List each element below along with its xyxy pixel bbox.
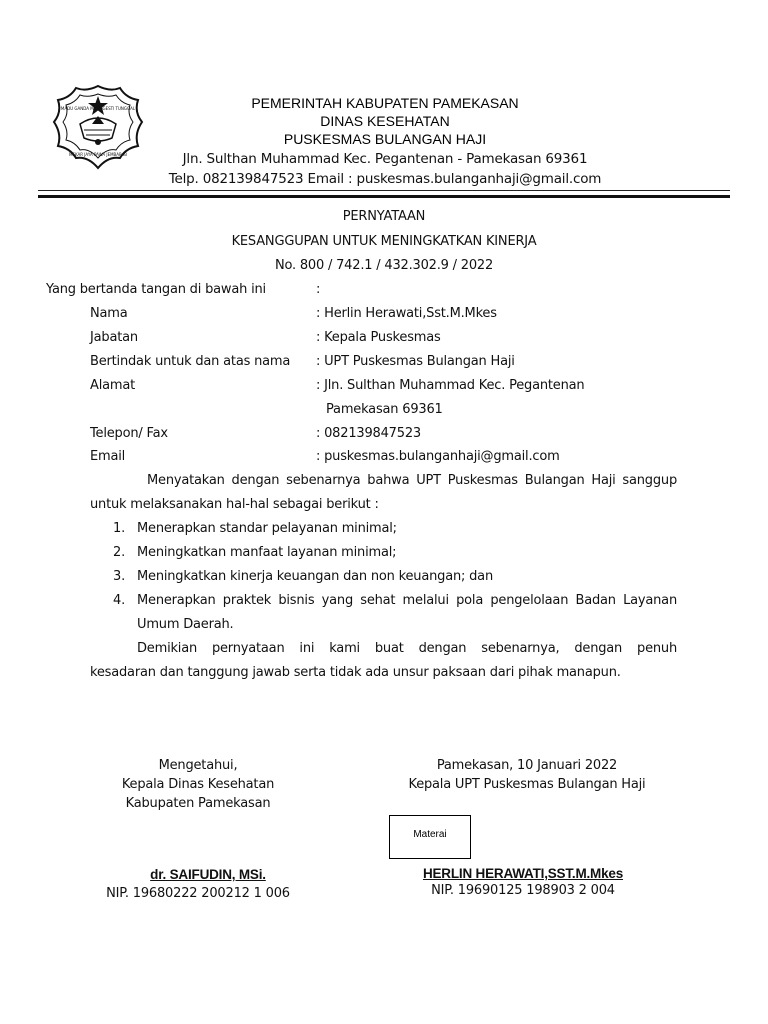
list-item-text: Meningkatkan kinerja keuangan dan non keuangan; dan xyxy=(137,569,493,584)
bertindak-value: : UPT Puskesmas Bulangan Haji xyxy=(316,354,515,369)
telepon-label: Telepon/ Fax xyxy=(90,426,168,441)
intro-colon: : xyxy=(316,282,321,297)
bertindak-label: Bertindak untuk dan atas nama xyxy=(90,354,291,369)
list-item-text-continued: Umum Daerah. xyxy=(137,617,234,632)
alamat-label: Alamat xyxy=(90,378,135,393)
jabatan-label: Jabatan xyxy=(90,330,138,345)
letterhead-rule-thin xyxy=(38,190,730,191)
right-sign-place-date: Pamekasan, 10 Januari 2022 xyxy=(436,758,618,773)
statement-paragraph-line2: untuk melaksanakan hal-hal sebagai berikut : xyxy=(90,497,379,512)
nama-value: : Herlin Herawati,Sst.M.Mkes xyxy=(316,306,497,321)
closing-paragraph-line2: kesadaran dan tanggung jawab serta tidak ada unsur paksaan dari pihak manapun. xyxy=(90,665,621,680)
statement-paragraph-line1: Menyatakan dengan sebenarnya bahwa UPT Puskesmas Bulangan Haji sanggup xyxy=(147,473,677,488)
letterhead-contact: Telp. 082139847523 Email : puskesmas.bulanganhaji@gmail.com xyxy=(168,171,602,187)
letterhead-government: PEMERINTAH KABUPATEN PAMEKASAN xyxy=(251,95,519,111)
logo-motto-top: MADU GANDA MANGGESTI TUNGGAL xyxy=(60,106,136,111)
materai-stamp-box xyxy=(389,815,471,859)
telepon-value: : 082139847523 xyxy=(316,426,421,441)
list-item-text: Menerapkan standar pelayanan minimal; xyxy=(137,521,397,536)
document-title: PERNYATAAN xyxy=(342,209,426,224)
logo-motto-bottom: MEKAR JAYA PAWA JEMBAR IB xyxy=(68,152,128,157)
document-subtitle: KESANGGUPAN UNTUK MENINGKATKAN KINERJA xyxy=(231,234,537,249)
right-sign-position: Kepala UPT Puskesmas Bulangan Haji xyxy=(408,777,646,792)
left-sign-position: Kepala Dinas Kesehatan xyxy=(121,777,275,792)
left-sign-acknowledge: Mengetahui, xyxy=(158,758,238,773)
list-item-number: 3. xyxy=(113,569,126,584)
letterhead-agency: DINAS KESEHATAN xyxy=(320,113,450,129)
letterhead-rule-thick xyxy=(38,195,730,198)
left-sign-office: Kabupaten Pamekasan xyxy=(125,796,271,811)
right-signatory-name: HERLIN HERAWATI,SST.M.Mkes xyxy=(422,866,624,881)
alamat-value-line2: Pamekasan 69361 xyxy=(326,402,443,417)
document-number: No. 800 / 742.1 / 432.302.9 / 2022 xyxy=(274,258,494,273)
list-item-number: 1. xyxy=(113,521,126,536)
intro-text: Yang bertanda tangan di bawah ini xyxy=(46,282,266,297)
right-signatory-nip: NIP. 19690125 198903 2 004 xyxy=(431,883,615,898)
list-item-number: 2. xyxy=(113,545,126,560)
alamat-value: : Jln. Sulthan Muhammad Kec. Pegantenan xyxy=(316,378,585,393)
list-item-text: Meningkatkan manfaat layanan minimal; xyxy=(137,545,397,560)
closing-paragraph-line1: Demikian pernyataan ini kami buat dengan sebenarnya, dengan penuh xyxy=(137,641,677,656)
list-item-number: 4. xyxy=(113,593,126,608)
list-item-text: Menerapkan praktek bisnis yang sehat melalui pola pengelolaan Badan Layanan xyxy=(137,593,677,608)
nama-label: Nama xyxy=(90,306,128,321)
email-label: Email xyxy=(90,449,126,464)
email-value: : puskesmas.bulanganhaji@gmail.com xyxy=(316,449,560,464)
left-signatory-name: dr. SAIFUDIN, MSi. xyxy=(150,867,266,882)
jabatan-value: : Kepala Puskesmas xyxy=(316,330,441,345)
left-signatory-nip: NIP. 19680222 200212 1 006 xyxy=(106,886,290,901)
letterhead-address: Jln. Sulthan Muhammad Kec. Pegantenan - Pamekasan 69361 xyxy=(182,151,588,167)
letterhead-puskesmas: PUSKESMAS BULANGAN HAJI xyxy=(283,131,487,147)
materai-label: Materai xyxy=(413,829,447,840)
